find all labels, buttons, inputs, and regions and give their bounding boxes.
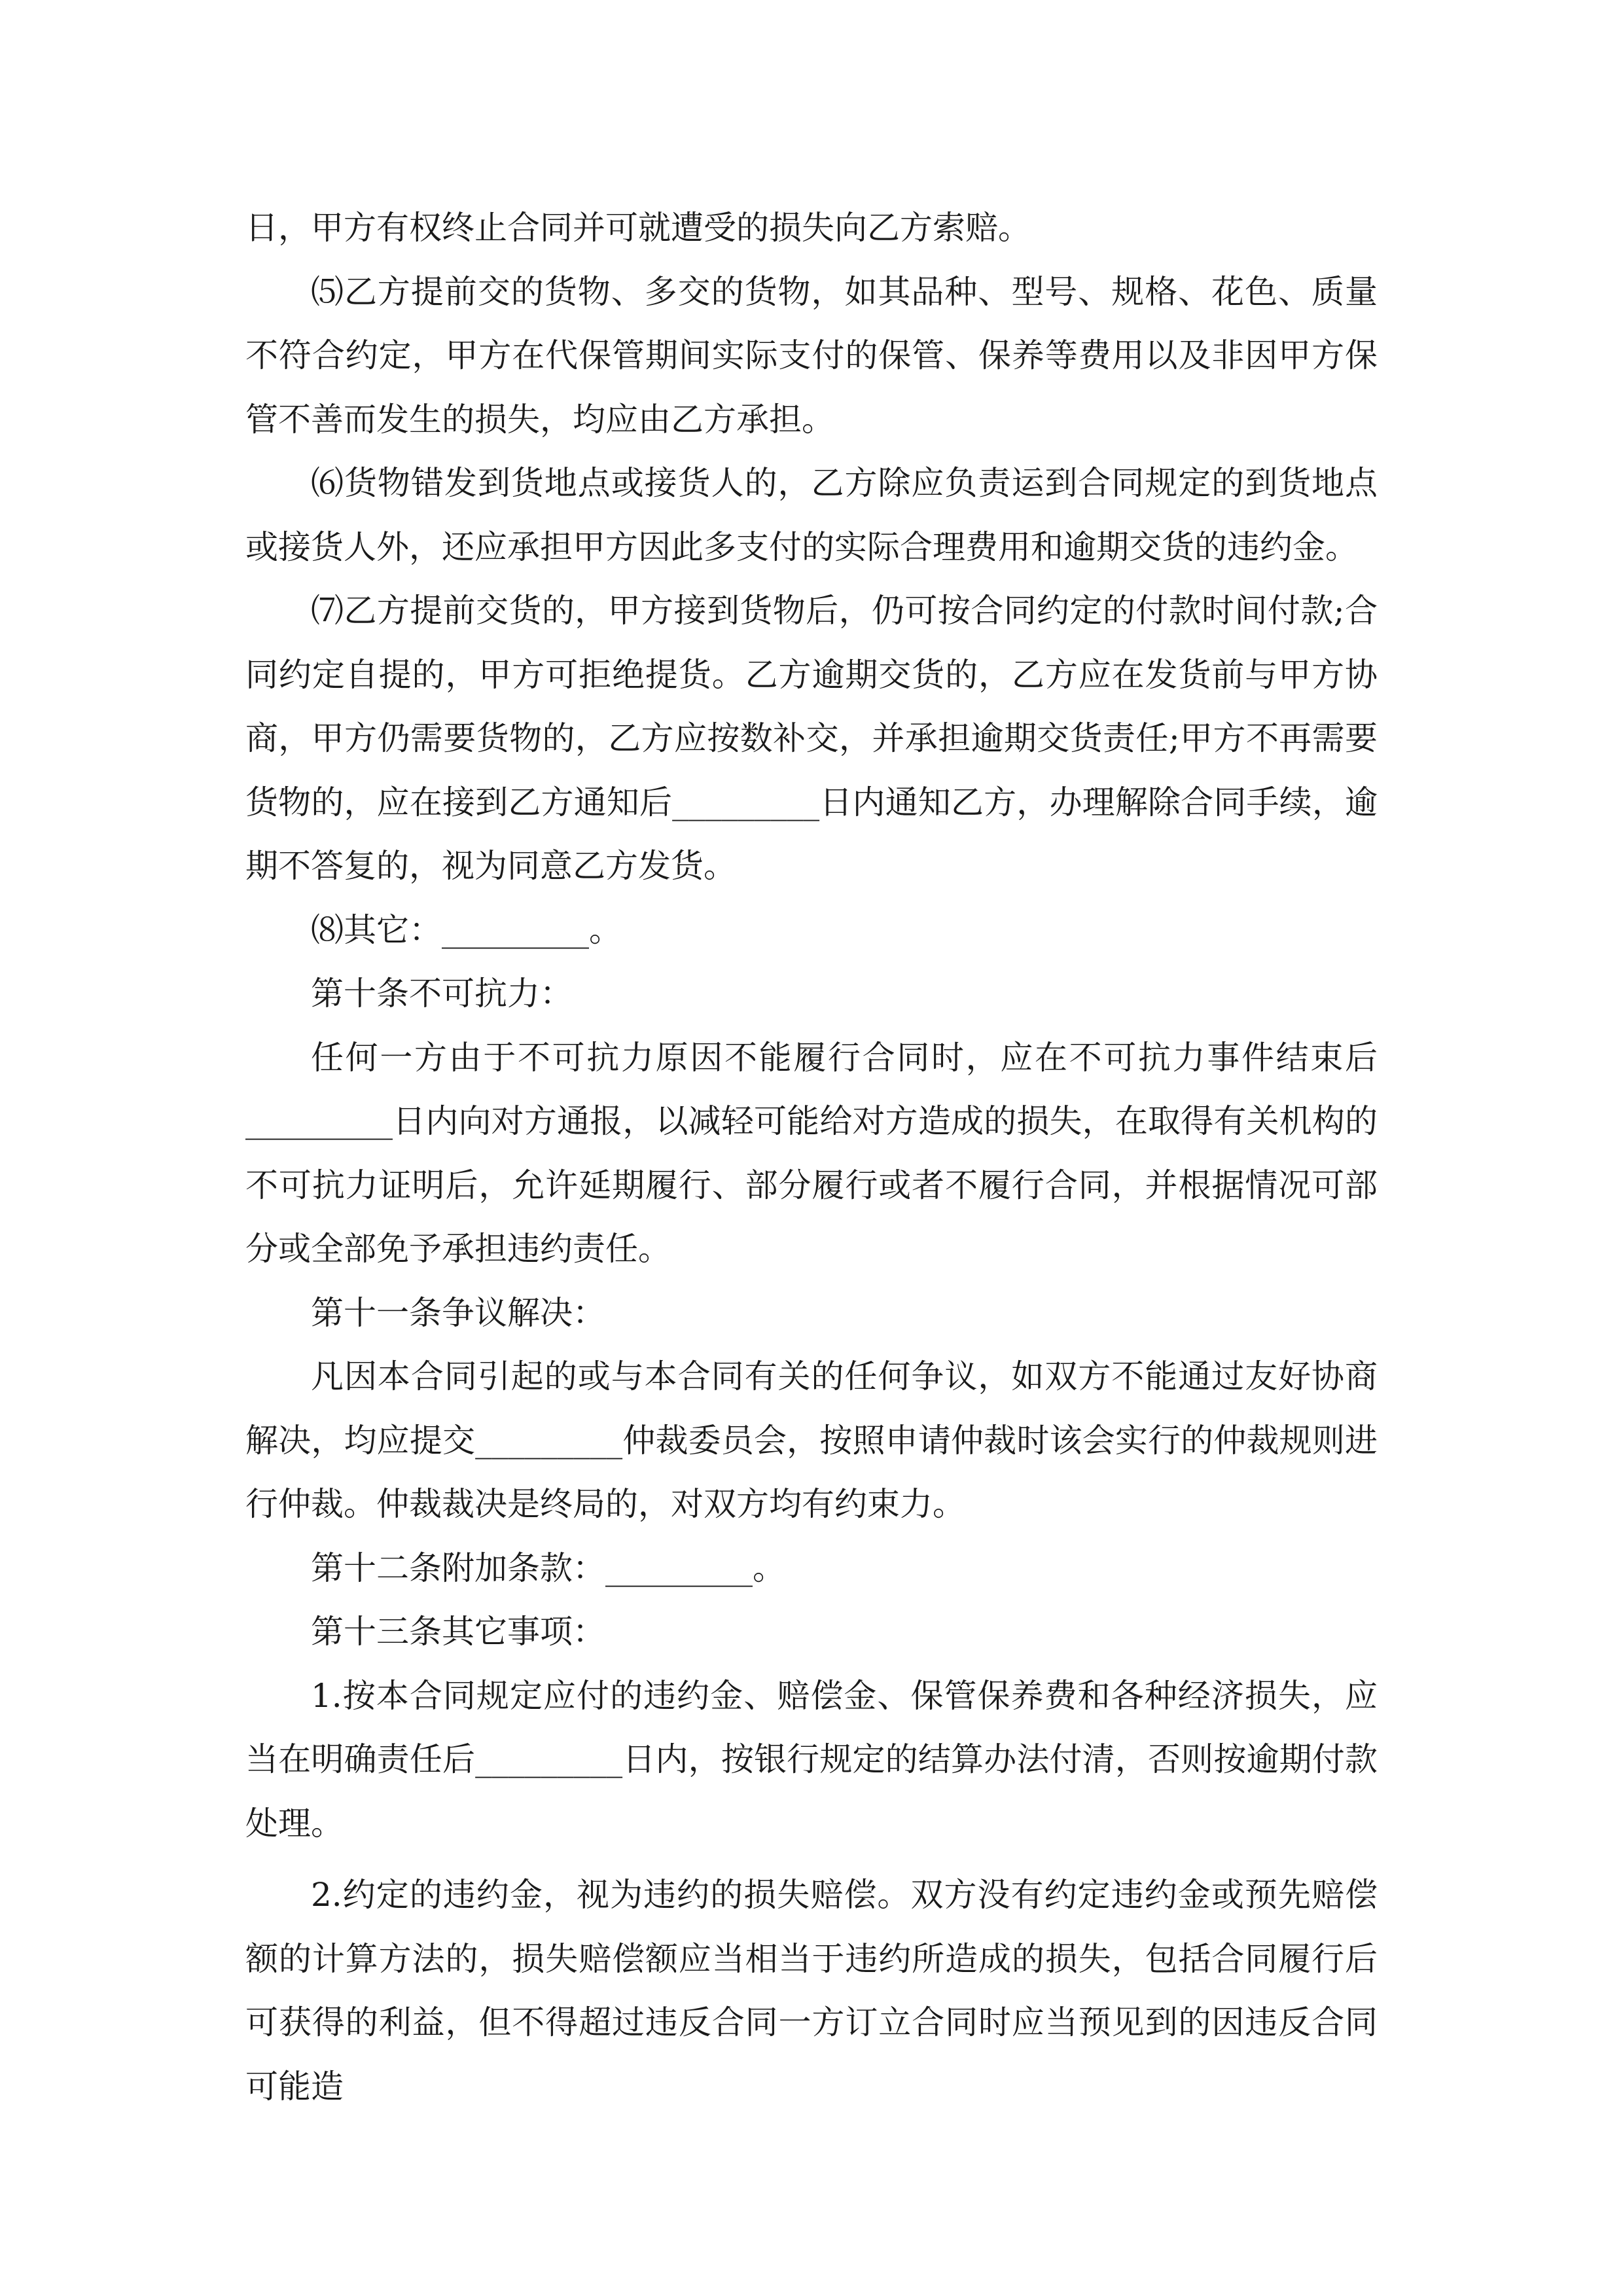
article-10-body: 任何一方由于不可抗力原因不能履行合同时，应在不可抗力事件结束后_________日内向对方通报，以减轻可能给对方造成的损失，在取得有关机构的不可抗力证明后，允许延期履行、部分履行或者不履行合同，并根据情况可部分或全部免予承担违约责任。 bbox=[245, 1038, 1378, 1268]
article-12-heading: 第十二条附加条款：_________。 bbox=[311, 1549, 785, 1587]
article-10-heading: 第十条不可抗力： bbox=[311, 975, 573, 1013]
paragraph-continuation: 日，甲方有权终止合同并可就遭受的损失向乙方索赔。 bbox=[245, 209, 1031, 247]
article-11-body: 凡因本合同引起的或与本合同有关的任何争议，如双方不能通过友好协商解决，均应提交_________仲裁委员会，按照申请仲裁时该会实行的仲裁规则进行仲裁。仲裁裁决是终局的，对双方均有约束力。 bbox=[245, 1357, 1378, 1523]
paragraph-clause-6: ⑹货物错发到货地点或接货人的，乙方除应负责运到合同规定的到货地点或接货人外，还应承担甲方因此多支付的实际合理费用和逾期交货的违约金。 bbox=[245, 464, 1378, 566]
article-13-item-2: 2.约定的违约金，视为违约的损失赔偿。双方没有约定违约金或预先赔偿额的计算方法的，损失赔偿额应当相当于违约所造成的损失，包括合同履行后可获得的利益，但不得超过违反合同一方订立合同时应当预见到的因违反合同可能造 bbox=[245, 1876, 1378, 2106]
article-11-heading: 第十一条争议解决： bbox=[311, 1293, 605, 1332]
paragraph-clause-7: ⑺乙方提前交货的，甲方接到货物后，仍可按合同约定的付款时间付款;合同约定自提的，甲方可拒绝提货。乙方逾期交货的，乙方应在发货前与甲方协商，甲方仍需要货物的，乙方应按数补交，并承担逾期交货责任;甲方不再需要货物的，应在接到乙方通知后_________日内通知乙方，办理解除合同手续，逾期不答复的，视为同意乙方发货。 bbox=[245, 592, 1378, 885]
article-13-item-1: 1.按本合同规定应付的违约金、赔偿金、保管保养费和各种经济损失，应当在明确责任后_________日内，按银行规定的结算办法付清，否则按逾期付款处理。 bbox=[245, 1676, 1378, 1842]
paragraph-clause-8: ⑻其它：_________。 bbox=[311, 910, 622, 949]
document-body bbox=[245, 196, 1378, 2119]
paragraph-clause-5: ⑸乙方提前交的货物、多交的货物，如其品种、型号、规格、花色、质量不符合约定，甲方在代保管期间实际支付的保管、保养等费用以及非因甲方保管不善而发生的损失，均应由乙方承担。 bbox=[245, 272, 1378, 439]
article-13-heading: 第十三条其它事项： bbox=[311, 1613, 605, 1651]
